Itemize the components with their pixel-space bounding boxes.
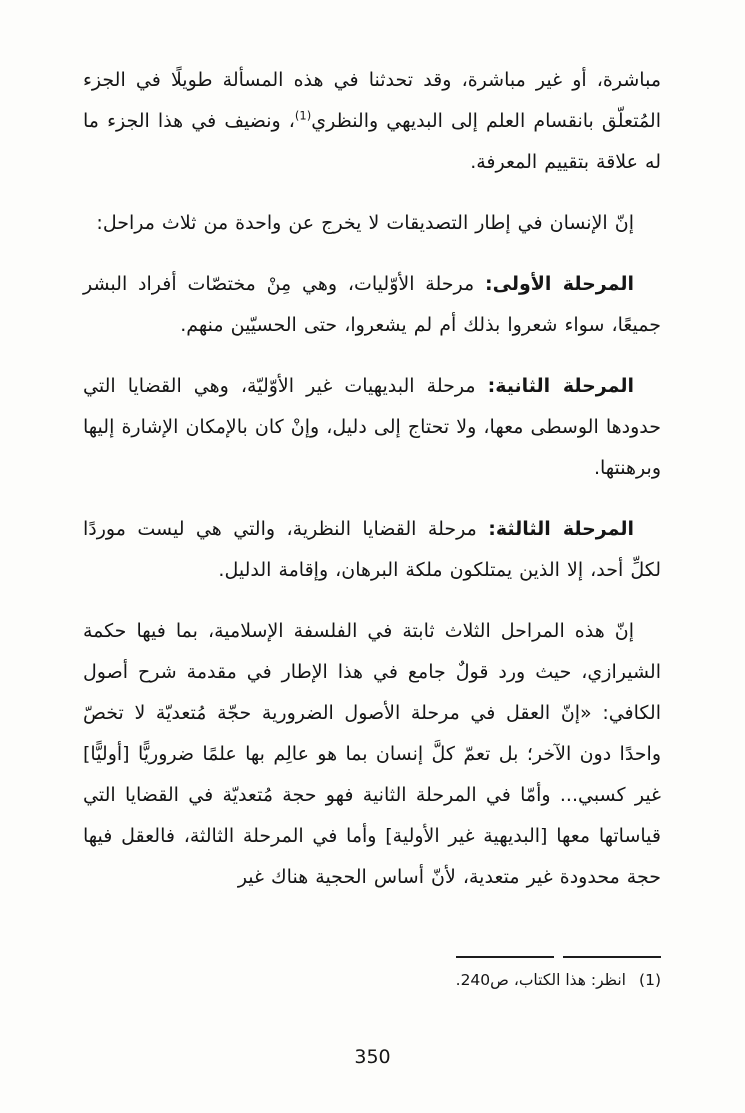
footnote-reference-marker: (1) bbox=[294, 108, 312, 123]
paragraph-stages-intro: إنّ الإنسان في إطار التصديقات لا يخرج عن واحدة من ثلاث مراحل: bbox=[96, 212, 634, 234]
stage-two-text: مرحلة البديهيات غير الأوّليّة، وهي القضايا التي حدودها الوسطى معها، ولا تحتاج إلى دليل، وإنْ كان بالإمكان الإشارة إليها وبرهنتها. bbox=[83, 375, 661, 479]
paragraph-stage-two bbox=[83, 366, 661, 489]
paragraph-stage-one bbox=[83, 264, 661, 346]
paragraph-philosophy-quote: إنّ هذه المراحل الثلاث ثابتة في الفلسفة الإسلامية، بما فيها حكمة الشيرازي، حيث ورد قولٌ جامع في هذا الإطار في مقدمة شرح أصول الكافي: «إنّ العقل في مرحلة الأصول الضرورية حجّة مُتعديّة لا تخصّ واحدًا دون الآخر؛ بل تعمّ كلَّ إنسان بما هو عالِم بها علمًا ضروريًّا [أوليًّا] غير كسبي... وأمّا في المرحلة الثانية فهو حجة مُتعديّة في القضايا التي قياساتها معها [البديهية غير الأولية] وأما في المرحلة الثالثة، فالعقل فيها حجة محدودة غير متعدية، لأنّ أساس الحجية هناك غير bbox=[83, 620, 661, 888]
stage-three-heading: المرحلة الثالثة: bbox=[488, 518, 634, 540]
footnote-marker: (1) bbox=[639, 971, 661, 989]
footnote-separator-dash bbox=[456, 956, 554, 958]
paragraph-text-before-ref: مباشرة، أو غير مباشرة، وقد تحدثنا في هذه المسألة طويلًا في الجزء المُتعلّق بانقسام العلم إلى البديهي والنظري bbox=[83, 69, 661, 132]
footnote-text: انظر: هذا الكتاب، ص240. bbox=[455, 971, 626, 989]
paragraph-stage-three bbox=[83, 509, 661, 591]
stage-three-text: مرحلة القضايا النظرية، والتي هي ليست موردًا لكلِّ أحد، إلا الذين يمتلكون ملكة البرهان، وإقامة الدليل. bbox=[83, 518, 661, 581]
paragraph-text-after-ref: ، ونضيف في هذا الجزء ما له علاقة بتقييم المعرفة. bbox=[83, 110, 661, 173]
footnote-separator bbox=[456, 956, 661, 958]
page-number: 350 bbox=[354, 1046, 391, 1068]
page-body bbox=[83, 60, 661, 918]
stage-two-heading: المرحلة الثانية: bbox=[487, 375, 634, 397]
paragraph-continuation bbox=[83, 60, 661, 183]
footnote-section bbox=[83, 956, 661, 992]
stage-one-heading: المرحلة الأولى: bbox=[485, 273, 634, 295]
footnote bbox=[83, 968, 661, 992]
footnote-separator-dash bbox=[563, 956, 661, 958]
stage-one-text: مرحلة الأوّليات، وهي مِنْ مختصّات أفراد البشر جميعًا، سواء شعروا بذلك أم لم يشعروا، حتى الحسيّين منهم. bbox=[83, 273, 661, 336]
